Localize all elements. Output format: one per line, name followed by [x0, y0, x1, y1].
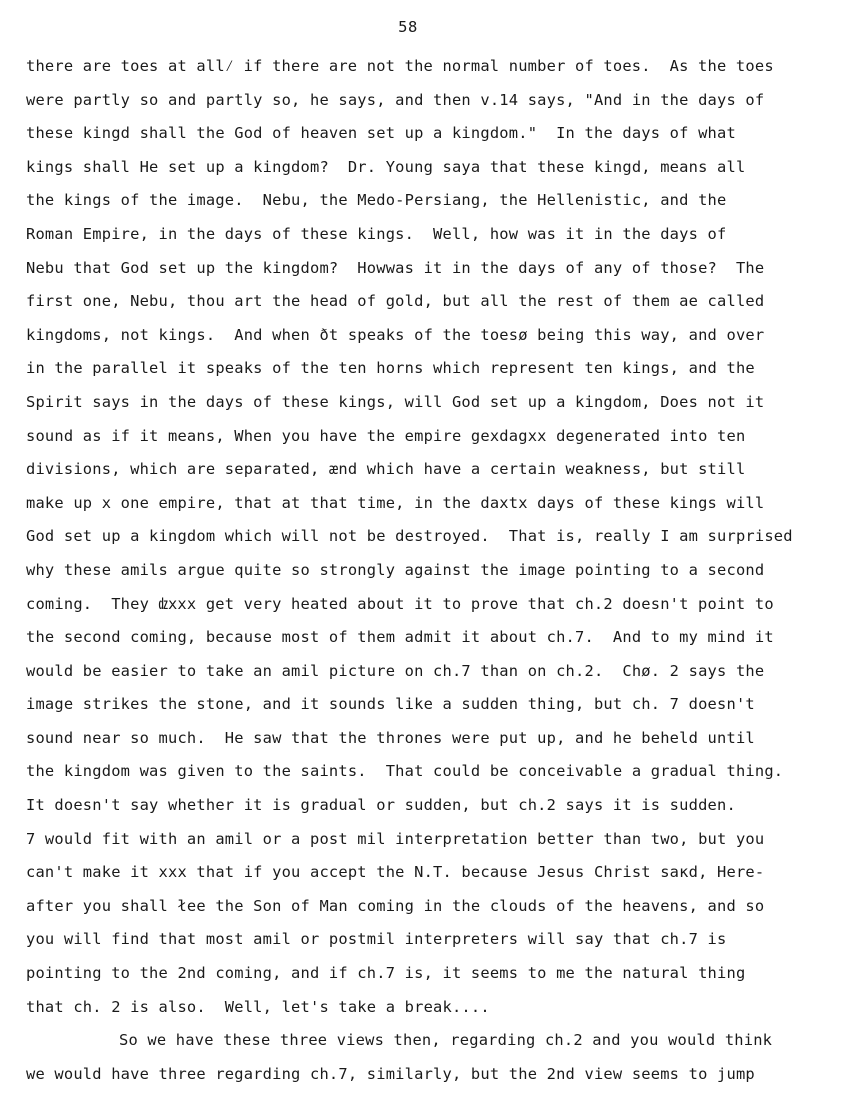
text-line: It doesn't say whether it is gradual or sudden, but ch.2 says it is sudden. [26, 796, 736, 815]
text-line: these kingd shall the God of heaven set up a kingdom." In the days of what [26, 124, 736, 143]
page-number: 58 [398, 18, 418, 36]
text-line: Spirit says in the days of these kings, will God set up a kingdom, Does not it [26, 392, 765, 411]
text-line: were partly so and partly so, he says, and then v.14 says, "And in the days of [26, 90, 765, 109]
text-line: sound as if it means, When you have the empire gexdagxx degenerated into ten [26, 426, 746, 445]
text-line: after you shall łee the Son of Man coming in the clouds of the heavens, and so [26, 896, 765, 915]
text-line: 7 would fit with an amil or a post mil interpretation better than two, but you [26, 829, 765, 848]
text-line: in the parallel it speaks of the ten horns which represent ten kings, and the [26, 359, 755, 378]
text-line: Roman Empire, in the days of these kings. Well, how was it in the days of [26, 224, 727, 243]
text-line: coming. They ǳxxx get very heated about it to prove that ch.2 doesn't point to [26, 594, 774, 613]
text-line: there are toes at all⁄ if there are not the normal number of toes. As the toes [26, 57, 774, 75]
text-line: the second coming, because most of them admit it about ch.7. And to my mind it [26, 628, 774, 647]
text-line: God set up a kingdom which will not be destroyed. That is, really I am surprised [26, 527, 793, 546]
text-line: kingdoms, not kings. And when ðt speaks of the toesø being this way, and over [26, 325, 765, 344]
text-line: image strikes the stone, and it sounds like a sudden thing, but ch. 7 doesn't [26, 695, 755, 714]
text-line: we would have three regarding ch.7, similarly, but the 2nd view seems to jump [26, 1064, 755, 1083]
text-line: first one, Nebu, thou art the head of gold, but all the rest of them ae called [26, 292, 765, 311]
text-line: divisions, which are separated, ænd which have a certain weakness, but still [26, 460, 746, 479]
text-line: sound near so much. He saw that the thrones were put up, and he beheld until [26, 728, 755, 747]
text-line: kings shall He set up a kingdom? Dr. Young saya that these kingd, means all [26, 157, 746, 176]
text-line: why these amils argue quite so strongly against the image pointing to a second [26, 560, 765, 579]
paragraph-start-line: So we have these three views then, regarding ch.2 and you would think [119, 1031, 773, 1050]
text-line: that ch. 2 is also. Well, let's take a break.... [26, 997, 490, 1016]
text-line: make up x one empire, that at that time, in the daxtx days of these kings will [26, 493, 765, 512]
text-line: you will find that most amil or postmil interpreters will say that ch.7 is [26, 930, 727, 949]
text-line: the kingdom was given to the saints. That could be conceivable a gradual thing. [26, 762, 784, 781]
text-line: can't make it xxx that if you accept the N.T. because Jesus Christ saĸd, Here- [26, 863, 765, 882]
text-line: would be easier to take an amil picture on ch.7 than on ch.2. Chø. 2 says the [26, 661, 765, 680]
text-line: Nebu that God set up the kingdom? Howwas it in the days of any of those? The [26, 258, 765, 277]
text-line: pointing to the 2nd coming, and if ch.7 is, it seems to me the natural thing [26, 964, 746, 983]
text-line: the kings of the image. Nebu, the Medo-Persiang, the Hellenistic, and the [26, 191, 727, 210]
body-text [26, 50, 842, 1091]
